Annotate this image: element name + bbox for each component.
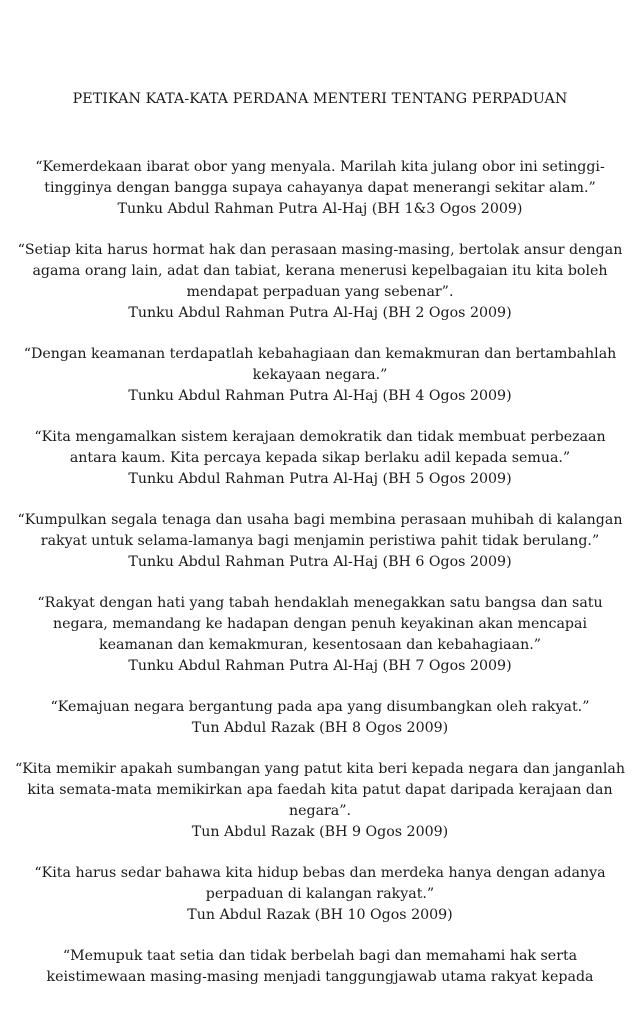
quote-attribution: Tun Abdul Razak (BH 9 Ogos 2009)	[191, 824, 449, 840]
quote-attribution: Tun Abdul Razak (BH 8 Ogos 2009)	[191, 720, 449, 736]
quote-text: “Kita mengamalkan sistem kerajaan demokratik dan tidak membuat perbezaan antara kaum. Kita percaya kepada sikap berlaku adil kepada semua.”	[34, 429, 606, 466]
quote-attribution: Tunku Abdul Rahman Putra Al-Haj (BH 1&3 Ogos 2009)	[117, 201, 523, 217]
quote-item	[14, 157, 626, 220]
quote-list	[14, 157, 626, 1008]
quote-attribution: Tunku Abdul Rahman Putra Al-Haj (BH 4 Ogos 2009)	[128, 388, 512, 404]
quote-item	[14, 240, 626, 324]
quote-attribution: Tun Abdul Razak (BH 10 Ogos 2009)	[187, 907, 453, 923]
quote-item	[14, 593, 626, 677]
page-title: PETIKAN KATA-KATA PERDANA MENTERI TENTANG PERPADUAN	[72, 91, 568, 107]
quote-item	[14, 759, 626, 843]
quote-item	[14, 863, 626, 926]
quote-attribution: Tunku Abdul Rahman Putra Al-Haj (BH 5 Ogos 2009)	[128, 471, 512, 487]
quote-text: “Kumpulkan segala tenaga dan usaha bagi membina perasaan muhibah di kalangan rakyat untuk selama-lamanya bagi menjamin peristiwa pahit tidak berulang.”	[17, 512, 623, 549]
quote-text: “Kemajuan negara bergantung pada apa yang disumbangkan oleh rakyat.”	[50, 699, 590, 715]
quote-attribution: Tunku Abdul Rahman Putra Al-Haj (BH 6 Ogos 2009)	[128, 554, 512, 570]
quote-text: “Dengan keamanan terdapatlah kebahagiaan dan kemakmuran dan bertambahlah kekayaan negara.”	[23, 346, 617, 383]
quote-text: “Kita memikir apakah sumbangan yang patut kita beri kepada negara dan janganlah kita semata-mata memikirkan apa faedah kita patut dapat daripada kerajaan dan negara”.	[14, 761, 626, 819]
quote-text: “Kita harus sedar bahawa kita hidup bebas dan merdeka hanya dengan adanya perpaduan di kalangan rakyat.”	[34, 865, 606, 902]
quote-text: “Memupuk taat setia dan tidak berbelah bagi dan memahami hak serta keistimewaan masing-masing menjadi tanggungjawab utama rakyat kepada	[46, 948, 594, 985]
quote-attribution: Tunku Abdul Rahman Putra Al-Haj (BH 7 Ogos 2009)	[128, 658, 512, 674]
quote-attribution: Tunku Abdul Rahman Putra Al-Haj (BH 2 Ogos 2009)	[128, 305, 512, 321]
quote-text: “Setiap kita harus hormat hak dan perasaan masing-masing, bertolak ansur dengan agama orang lain, adat dan tabiat, kerana menerusi kepelbagaian itu kita boleh mendapat perpaduan yang sebenar”.	[17, 242, 623, 300]
quote-text: “Kemerdekaan ibarat obor yang menyala. Marilah kita julang obor ini setinggi-tingginya dengan bangga supaya cahayanya dapat menerangi sekitar alam.”	[35, 159, 605, 196]
quote-item	[14, 946, 626, 988]
quote-item	[14, 510, 626, 573]
quote-item	[14, 344, 626, 407]
quote-text: “Rakyat dengan hati yang tabah hendaklah menegakkan satu bangsa dan satu negara, memandang ke hadapan dengan penuh keyakinan akan mencapai keamanan dan kemakmuran, kesentosaan dan kebahagiaan.”	[37, 595, 603, 653]
quote-item	[14, 427, 626, 490]
quote-item	[14, 697, 626, 739]
